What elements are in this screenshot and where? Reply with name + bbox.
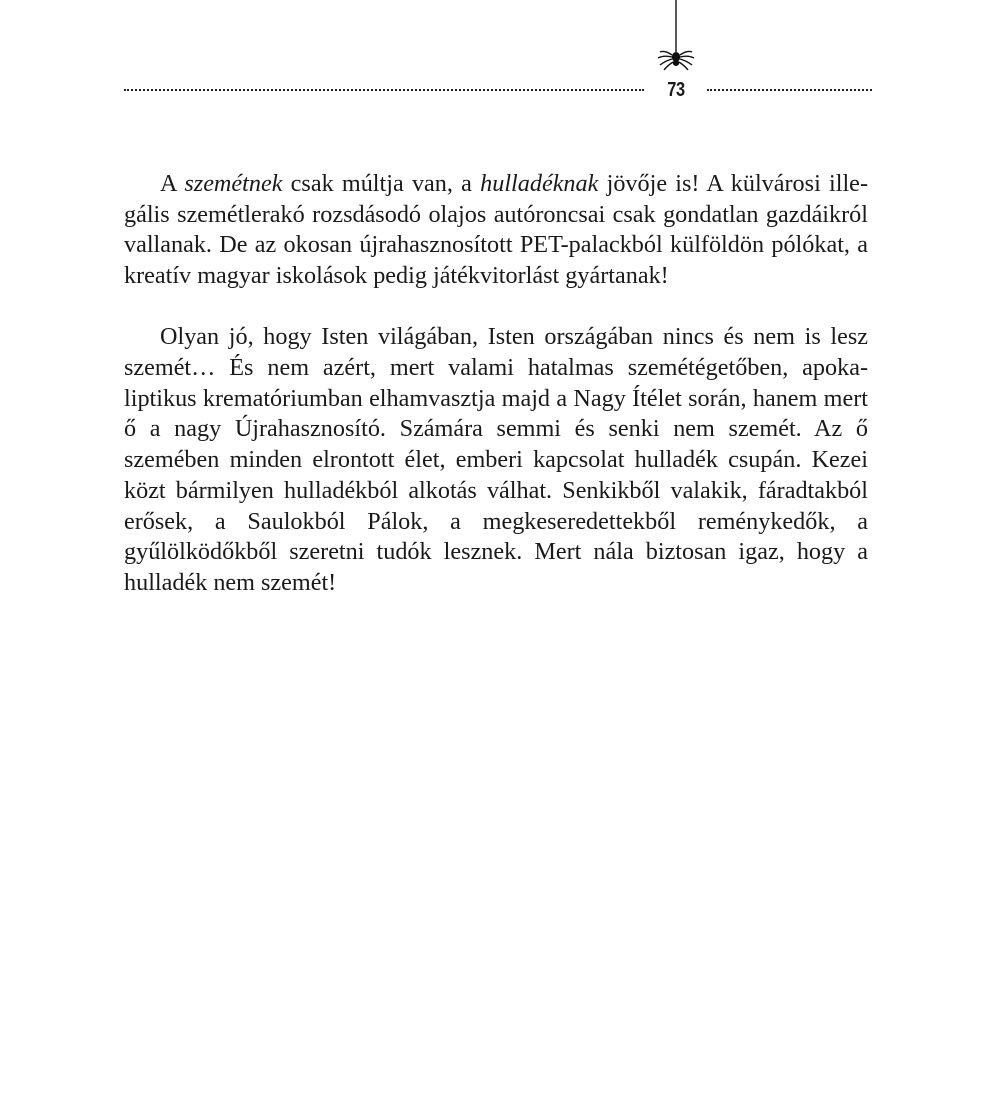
paragraph-1 <box>124 169 868 292</box>
italic-term: hulladéknak <box>480 170 599 197</box>
text-segment: A <box>160 170 185 197</box>
text-segment: jövője is! A külvárosi illegális szemétlerakó rozsdásodó olajos autóroncsai csak gondatlan gazdáikról vallanak. De az okosan újrahasznosított PET-palackból külföldön pólókat, a kreatív magyar iskolások pedig játékvitorlást gyártanak! <box>124 170 868 290</box>
italic-term: szemétnek <box>184 170 283 197</box>
page-number: 73 <box>667 79 685 101</box>
body-text <box>124 169 868 599</box>
spider-icon <box>654 0 698 76</box>
paragraph-2 <box>124 322 868 598</box>
page-header <box>124 0 872 110</box>
text-segment: Olyan jó, hogy Isten világában, Isten országában nincs és nem is lesz szemét… És nem azért, mert valami hatalmas szemétégetőben, apokaliptikus krematóriumban elhamvasztja majd a Nagy Ítélet során, hanem mert ő a nagy Újrahasznosító. Számára semmi és senki nem szemét. Az ő szemében minden elrontott élet, emberi kapcsolat hulladék csupán. Kezei közt bármilyen hulladékból alkotás válhat. Senkikből valakik, fáradtakból erősek, a Saulokból Pálok, a megkeseredettekből reménykedők, a gyűlölködőkből szeretni tudók lesznek. Mert nála biztosan igaz, hogy a hulladék nem szemét! <box>124 323 868 596</box>
dotted-rule-right <box>707 89 872 91</box>
dotted-rule-left <box>124 89 644 91</box>
text-segment: csak múltja van, a <box>282 170 481 197</box>
